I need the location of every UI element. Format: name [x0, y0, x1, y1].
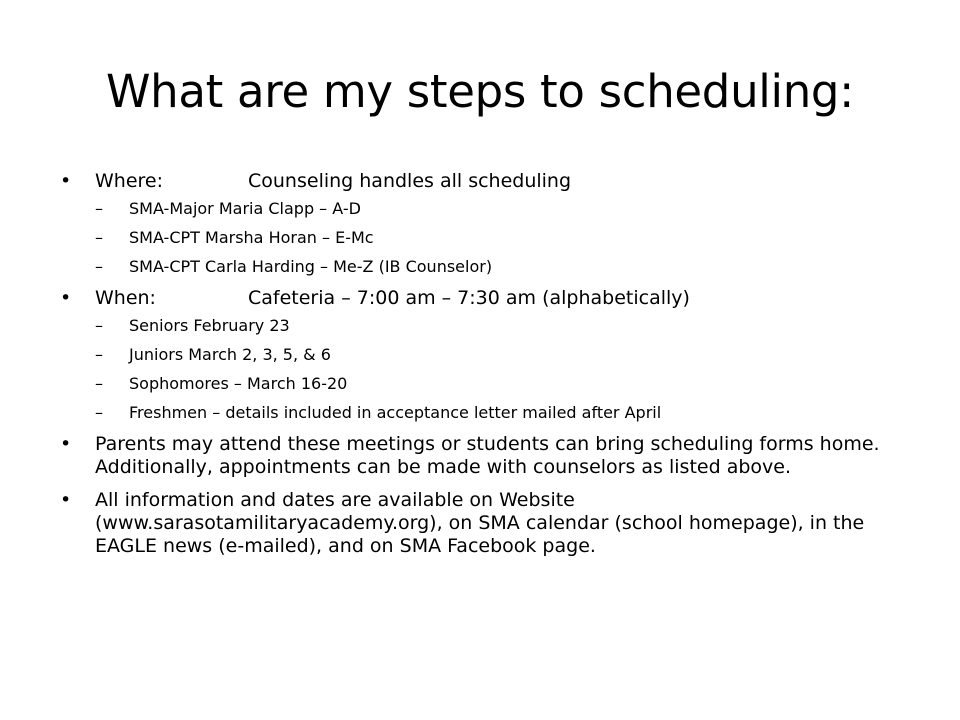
bullet-label: When:: [95, 287, 156, 309]
sub-list: [95, 199, 920, 277]
sub-item-text: SMA-Major Maria Clapp – A-D: [129, 199, 361, 218]
sub-item: [95, 316, 920, 336]
sub-item-text: Juniors March 2, 3, 5, & 6: [129, 345, 331, 364]
bullet-icon: •: [60, 433, 72, 455]
sub-item: [95, 345, 920, 365]
dash-icon: –: [95, 199, 103, 218]
bullet-icon: •: [60, 170, 72, 192]
bullet-line: [95, 170, 920, 193]
bullet-text: All information and dates are available on Website (www.sarasotamilitaryacademy.org), on SMA calendar (school homepage), in the EAGLE news (e-mailed), and on SMA Facebook page.: [95, 489, 865, 557]
dash-icon: –: [95, 228, 103, 247]
dash-icon: –: [95, 316, 103, 335]
sub-item: [95, 374, 920, 394]
bullet-list: [60, 170, 920, 568]
sub-item: [95, 403, 920, 423]
bullet-text: Counseling handles all scheduling: [248, 170, 572, 192]
bullet-item-when: [60, 287, 920, 423]
sub-item-text: Sophomores – March 16-20: [129, 374, 348, 393]
dash-icon: –: [95, 345, 103, 364]
sub-list: [95, 316, 920, 423]
sub-item: [95, 257, 920, 277]
sub-item: [95, 199, 920, 219]
bullet-label: Where:: [95, 170, 164, 192]
dash-icon: –: [95, 403, 103, 422]
sub-item-text: Freshmen – details included in acceptance letter mailed after April: [129, 403, 662, 422]
dash-icon: –: [95, 374, 103, 393]
bullet-item-where: [60, 170, 920, 277]
sub-item-text: SMA-CPT Carla Harding – Me-Z (IB Counselor): [129, 257, 493, 276]
sub-item: [95, 228, 920, 248]
bullet-icon: •: [60, 287, 72, 309]
slide-title: What are my steps to scheduling:: [105, 65, 855, 118]
bullet-text: Parents may attend these meetings or students can bring scheduling forms home. Additionally, appointments can be made with counselors as listed above.: [95, 433, 880, 478]
dash-icon: –: [95, 257, 103, 276]
sub-item-text: SMA-CPT Marsha Horan – E-Mc: [129, 228, 374, 247]
sub-item-text: Seniors February 23: [129, 316, 290, 335]
bullet-icon: •: [60, 489, 72, 511]
bullet-item-parents: [60, 433, 920, 479]
bullet-text: Cafeteria – 7:00 am – 7:30 am (alphabetically): [248, 287, 690, 309]
bullet-line: [95, 287, 920, 310]
bullet-item-information: [60, 489, 920, 558]
